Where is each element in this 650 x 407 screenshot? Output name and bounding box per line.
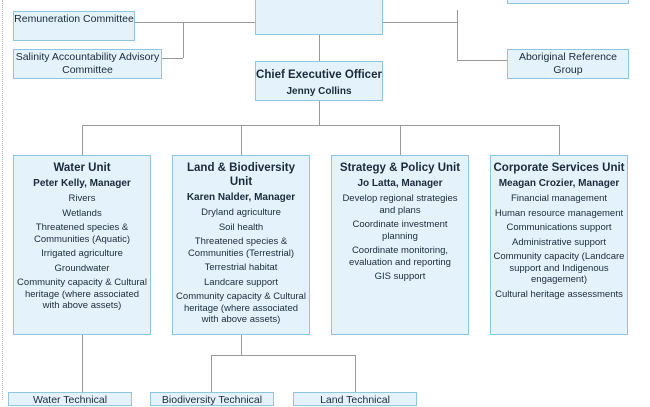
corporate-services-unit-box (490, 155, 628, 335)
unit-item: Financial management (510, 193, 608, 204)
unit-item: Groundwater (54, 262, 110, 274)
connector (211, 355, 356, 356)
unit-item: Terrestrial habitat (204, 262, 278, 273)
connector (211, 355, 212, 395)
unit-manager: Karen Nalder, Manager (186, 192, 296, 203)
unit-item: Dryland agriculture (201, 207, 281, 218)
unit-item: Cultural heritage assessments (495, 288, 623, 300)
unit-title: Strategy & Policy Unit (339, 162, 461, 174)
unit-item: Coordinate investment planning (352, 219, 448, 242)
remuneration-committee-label: Remuneration Committee (14, 13, 134, 25)
unit-manager: Peter Kelly, Manager (33, 178, 131, 189)
remuneration-committee-box (13, 11, 135, 41)
unit-item: Communications support (506, 222, 612, 233)
connector (183, 22, 184, 58)
connector (241, 335, 242, 355)
unit-item: Human resource management (494, 207, 624, 219)
strategy-policy-unit-box (331, 155, 469, 335)
board-box (255, 0, 383, 35)
unit-item: Community capacity & Cultural heritage (where associated with above assets) (17, 277, 147, 311)
connector (162, 58, 183, 59)
unit-item: Soil health (218, 221, 264, 233)
unit-title: Land & Biodiversity Unit (187, 162, 295, 188)
ceo-name: Jenny Collins (286, 86, 352, 97)
unit-item: Threatened species & Communities (Terrestrial) (187, 236, 295, 259)
connector (319, 35, 320, 61)
top-right-committee-box (507, 0, 629, 4)
connector (400, 125, 401, 155)
connector (355, 355, 356, 395)
unit-item: Irrigated agriculture (41, 248, 123, 259)
water-technical-box (8, 392, 132, 406)
water-technical-label: Water Technical (32, 394, 108, 406)
land-technical-box (293, 392, 417, 406)
salinity-committee-label: Salinity Accountability Advisory Committee (15, 51, 160, 76)
connector (319, 101, 320, 125)
aboriginal-reference-group-label: Aboriginal Reference Group (518, 51, 618, 76)
unit-item: GIS support (374, 271, 426, 282)
unit-item: Community capacity & Cultural heritage (where associated with above assets) (176, 291, 306, 325)
connector (82, 125, 83, 155)
water-unit-box (13, 155, 151, 335)
connector (82, 335, 83, 400)
connector (241, 125, 242, 155)
unit-item: Threatened species & Communities (Aquatic) (33, 222, 131, 245)
ceo-title: Chief Executive Officer (256, 69, 382, 81)
page-edge-dotted-line (2, 0, 3, 400)
unit-item: Develop regional strategies and plans (342, 193, 458, 216)
aboriginal-reference-group-box (507, 49, 629, 79)
unit-title: Water Unit (53, 162, 111, 174)
unit-item: Rivers (68, 193, 96, 204)
connector (135, 22, 255, 23)
land-technical-label: Land Technical (320, 394, 390, 406)
unit-manager: Jo Latta, Manager (357, 178, 443, 189)
unit-item: Administrative support (512, 236, 606, 248)
unit-item: Coordinate monitoring, evaluation and reporting (349, 245, 451, 268)
land-biodiversity-unit-box (172, 155, 310, 335)
unit-item: Wetlands (62, 207, 102, 219)
connector (82, 125, 560, 126)
unit-title: Corporate Services Unit (493, 162, 625, 174)
connector (383, 22, 458, 23)
unit-item: Community capacity (Landcare support and Indigenous engagement) (493, 251, 625, 285)
connector (457, 10, 458, 60)
unit-item: Landcare support (204, 276, 278, 288)
connector (559, 125, 560, 155)
biodiversity-technical-label: Biodiversity Technical (161, 394, 263, 406)
connector (457, 60, 507, 61)
unit-manager: Meagan Crozier, Manager (498, 178, 620, 189)
salinity-committee-box (13, 49, 162, 79)
biodiversity-technical-box (150, 392, 274, 406)
ceo-box (255, 61, 383, 101)
